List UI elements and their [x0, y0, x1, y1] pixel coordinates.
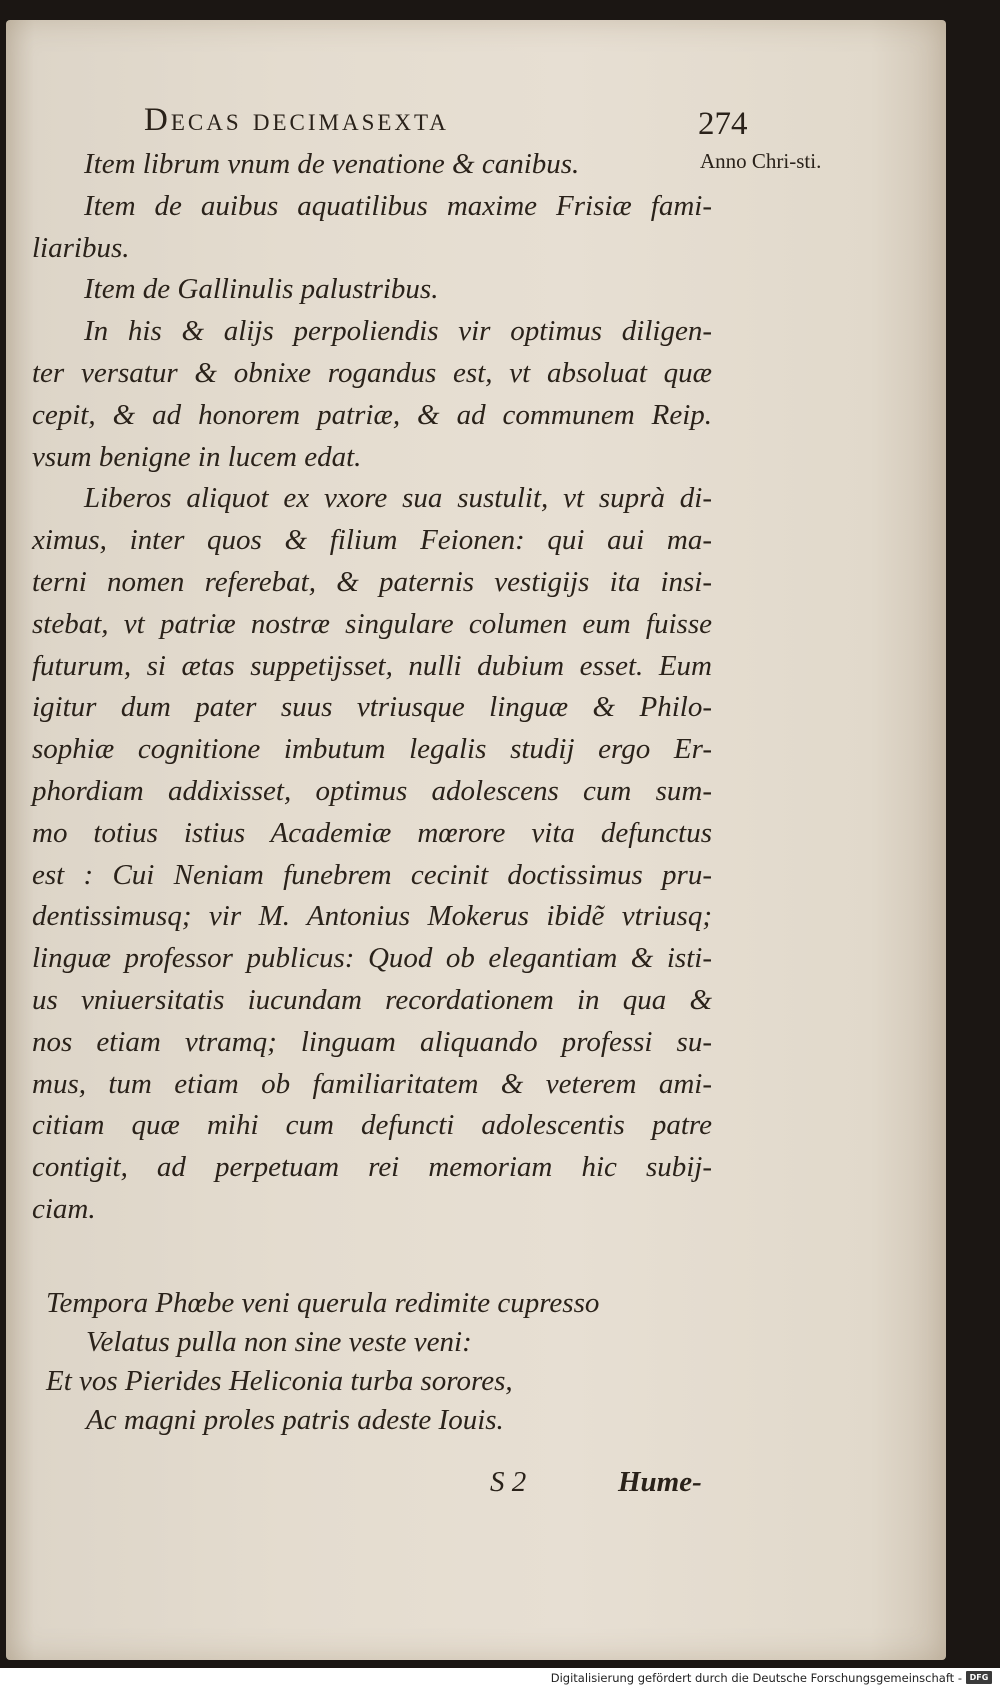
digitization-footer — [0, 1668, 1000, 1688]
text-line: Item de auibus aquatilibus maxime Frisiæ fami- — [84, 189, 712, 222]
text-line: ximus, inter quos & filium Feionen: qui aui ma- — [32, 524, 712, 557]
book-page — [6, 20, 946, 1660]
text-line: terni nomen referebat, & paternis vestigijs ita insi- — [32, 565, 712, 598]
signature-mark: S 2 — [490, 1466, 527, 1498]
text-line: liaribus. — [32, 231, 130, 264]
marginal-note: Anno Chri-sti. — [700, 149, 822, 173]
text-line: igitur dum pater suus vtriusque linguæ & Philo- — [32, 691, 712, 724]
text-line: Item librum vnum de venatione & canibus. — [84, 148, 580, 180]
text-line: sophiæ cognitione imbutum legalis studij ergo Er- — [32, 733, 712, 766]
text-line: mo totius istius Academiæ mœrore vita defunctus — [32, 816, 712, 849]
text-line: vsum benigne in lucem edat. — [32, 440, 362, 473]
text-line: contigit, ad perpetuam rei memoriam hic subij- — [32, 1151, 712, 1184]
text-line: us vniuersitatis iucundam recordationem in qua & — [32, 983, 712, 1016]
text-line: futurum, si ætas suppetijsset, nulli dubium esset. Eum — [32, 649, 712, 682]
footer-credit: Digitalisierung gefördert durch die Deutsche Forschungsgemeinschaft - — [550, 1671, 962, 1685]
text-line: nos etiam vtramq; linguam aliquando professi su- — [32, 1025, 712, 1058]
text-line: cepit, & ad honorem patriæ, & ad communem Reip. — [32, 398, 712, 431]
text-line: phordiam addixisset, optimus adolescens cum sum- — [32, 774, 712, 807]
text-line: In his & alijs perpoliendis vir optimus diligen- — [84, 315, 712, 348]
text-line: mus, tum etiam ob familiaritatem & veterem ami- — [32, 1067, 712, 1100]
verse-block — [46, 1284, 686, 1440]
text-line: ciam. — [32, 1192, 96, 1225]
text-line: stebat, vt patriæ nostræ singulare columen eum fuisse — [32, 607, 712, 640]
text-line: Item de Gallinulis palustribus. — [84, 273, 439, 306]
text-line: citiam quæ mihi cum defuncti adolescentis patre — [32, 1109, 712, 1142]
verse-line: Ac magni proles patris adeste Iouis. — [86, 1404, 504, 1436]
text-line: est : Cui Neniam funebrem cecinit doctissimus pru- — [32, 858, 712, 891]
body-text — [32, 144, 712, 1231]
verse-line: Velatus pulla non sine veste veni: — [86, 1326, 472, 1358]
text-line: dentissimusq; vir M. Antonius Mokerus ibidẽ vtriusq; — [32, 900, 712, 933]
dfg-logo-icon: DFG — [966, 1671, 992, 1684]
text-line: Liberos aliquot ex vxore sua sustulit, vt suprà di- — [84, 482, 712, 515]
text-line: linguæ professor publicus: Quod ob elegantiam & isti- — [32, 942, 712, 975]
running-head-title: Decas decimasexta — [144, 102, 449, 138]
verse-line: Et vos Pierides Heliconia turba sorores, — [46, 1365, 513, 1397]
verse-line: Tempora Phœbe veni querula redimite cupresso — [46, 1287, 600, 1319]
text-line: ter versatur & obnixe rogandus est, vt absoluat quæ — [32, 356, 712, 389]
page-number: 274 — [698, 106, 748, 142]
catchword: Hume- — [618, 1466, 702, 1498]
